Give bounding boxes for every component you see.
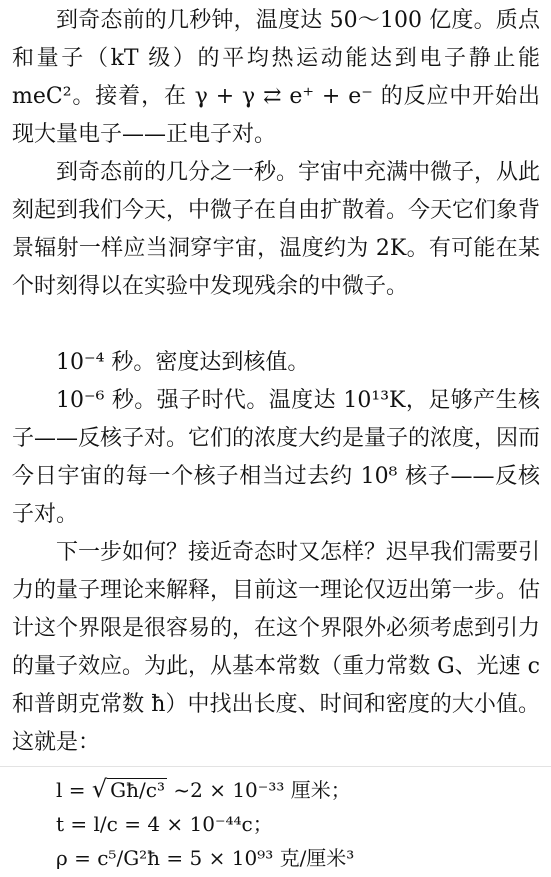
formula-length-lhs: l =	[56, 778, 86, 802]
paragraph-neutrinos: 到奇态前的几分之一秒。宇宙中充满中微子，从此刻起到我们今天，中微子在自由扩散着。今天它们象背景辐射一样应当洞穿宇宙，温度约为 2K。有可能在某个时刻得以在实验中发现残余的中微子。	[12, 160, 541, 299]
square-root-sign: √	[91, 775, 108, 803]
formula-planck-length	[56, 772, 536, 807]
paragraph-nuclear-density: 10⁻⁴ 秒。密度达到核值。	[56, 350, 310, 375]
paragraph-hadron-era: 10⁻⁶ 秒。强子时代。温度达 10¹³K，足够产生核子——反核子对。它们的浓度大约是量子的浓度，因而今日宇宙的每一个核子相当过去约 10⁸ 核子——反核子对。	[12, 388, 541, 527]
paragraph-seconds-before-singularity: 到奇态前的几秒钟，温度达 50～100 亿度。质点和量子（kT 级）的平均热运动能达到电子静止能 meC²。接着，在 γ + γ ⇄ e⁺ + e⁻ 的反应中开始出现大量电子——正电子对。	[12, 8, 540, 147]
formula-planck-time: t = l/c = 4 × 10⁻⁴⁴c；	[56, 812, 273, 836]
paragraph-quantum-gravity: 下一步如何？接近奇态时又怎样？迟早我们需要引力的量子理论来解释，目前这一理论仅迈出第一步。估计这个界限是很容易的，在这个界限外必须考虑到引力的量子效应。为此，从基本常数（重力常数 G、光速 c 和普朗克常数 ħ）中找出长度、时间和密度的大小值。这就是：	[12, 540, 541, 755]
section-divider	[0, 766, 551, 767]
planck-formulas	[56, 772, 536, 875]
formula-planck-density: ρ = c⁵/G²ħ = 5 × 10⁹³ 克/厘米³	[56, 846, 355, 870]
formula-length-radicand: Għ/c³	[107, 778, 167, 801]
formula-length-rhs: ~2 × 10⁻³³ 厘米；	[173, 778, 351, 802]
